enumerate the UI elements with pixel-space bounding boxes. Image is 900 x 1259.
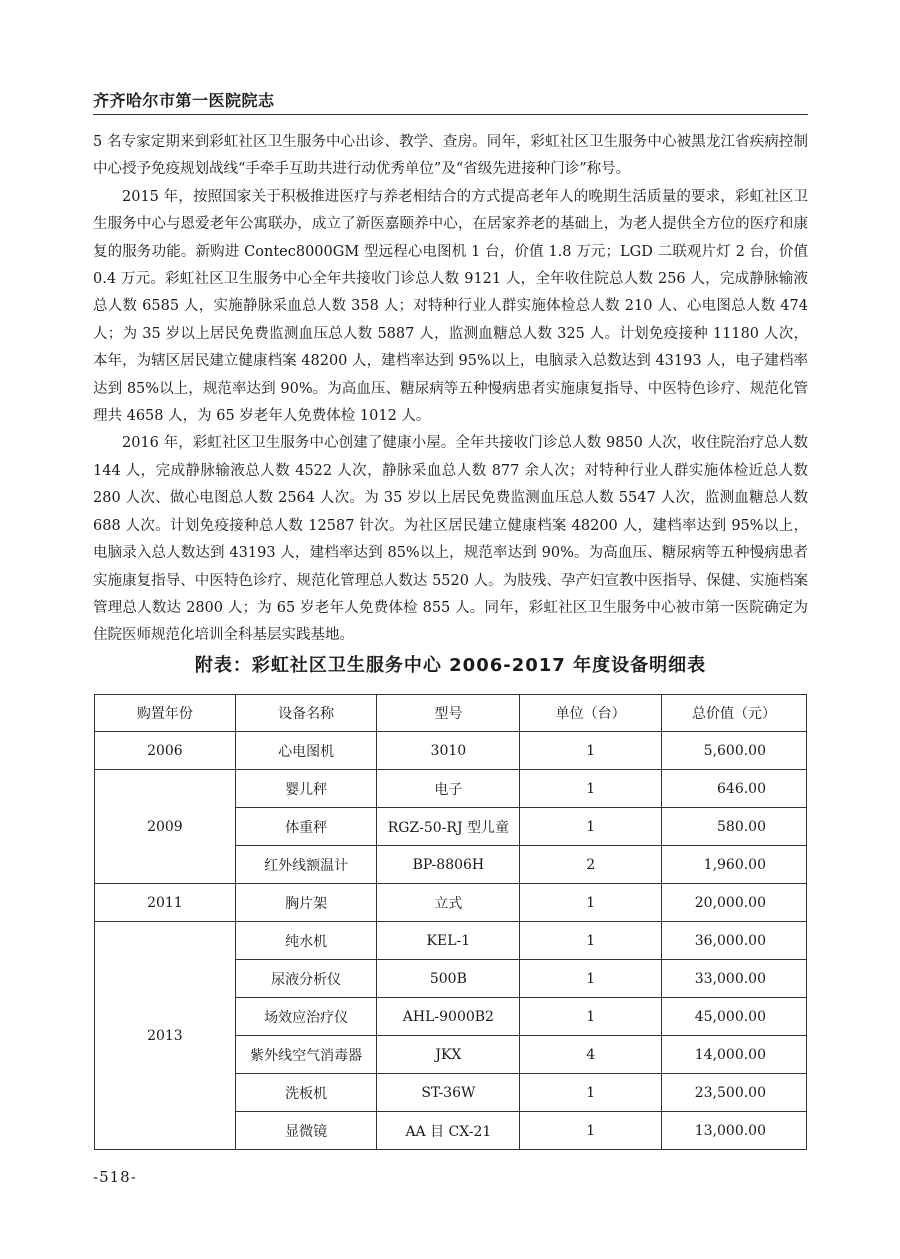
cell-unit: 1 bbox=[520, 1112, 662, 1150]
page-number: -518- bbox=[93, 1168, 137, 1186]
cell-value: 23,500.00 bbox=[662, 1074, 807, 1112]
cell-unit: 2 bbox=[520, 846, 662, 884]
cell-unit: 1 bbox=[520, 808, 662, 846]
cell-unit: 1 bbox=[520, 922, 662, 960]
header-year: 购置年份 bbox=[95, 695, 236, 732]
cell-model: 3010 bbox=[377, 732, 520, 770]
cell-value: 36,000.00 bbox=[662, 922, 807, 960]
cell-model: RGZ-50-RJ 型儿童 bbox=[377, 808, 520, 846]
cell-unit: 1 bbox=[520, 1074, 662, 1112]
cell-value: 5,600.00 bbox=[662, 732, 807, 770]
body-text bbox=[93, 129, 808, 650]
paragraph: 2015 年，按照国家关于积极推进医疗与养老相结合的方式提高老年人的晚期生活质量的要求，彩虹社区卫生服务中心与恩爱老年公寓联办，成立了新医嘉颐养中心，在居家养老的基础上，为老人提供全方位的医疗和康复的服务功能。新购进 Contec8000GM 型远程心电图机 1 台，价值 1.8 万元；LGD 二联观片灯 2 台，价值 0.4 万元。彩虹社区卫生服务中心全年共接收门诊总人数 9121 人，全年收住院总人数 256 人，完成静脉输液总人数 6585 人，实施静脉采血总人数 358 人；对特种行业人群实施体检总人数 210 人、心电图总人数 474 人；为 35 岁以上居民免费监测血压总人数 5887 人，监测血糖总人数 325 人。计划免疫接种 11180 人次，本年，为辖区居民建立健康档案 48200 人，建档率达到 95%以上，电脑录入总数达到 43193 人，电子建档率达到 85%以上，规范率达到 90%。为高血压、糖尿病等五种慢病患者实施康复指导、中医特色诊疗、规范化管理共 4658 人，为 65 岁老年人免费体检 1012 人。 bbox=[93, 188, 808, 425]
cell-model: 500B bbox=[377, 960, 520, 998]
cell-value: 646.00 bbox=[662, 770, 807, 808]
cell-value: 580.00 bbox=[662, 808, 807, 846]
equipment-table bbox=[94, 694, 807, 1150]
page-header bbox=[93, 86, 808, 115]
paragraph: 2016 年，彩虹社区卫生服务中心创建了健康小屋。全年共接收门诊总人数 9850 人次，收住院治疗总人数 144 人，完成静脉输液总人数 4522 人次，静脉采血总人数 877 余人次；对特种行业人群实施体检近总人数 280 人次、做心电图总人数 2564 人次。为 35 岁以上居民免费监测血压总人数 5547 人次，监测血糖总人数 688 人次。计划免疫接种总人数 12587 针次。为社区居民建立健康档案 48200 人，建档率达到 95%以上，电脑录入总人数达到 43193 人，建档率达到 85%以上，规范率达到 90%。为高血压、糖尿病等五种慢病患者实施康复指导、中医特色诊疗、规范化管理总人数达 5520 人。为肢残、孕产妇宣教中医指导、保健、实施档案管理总人数达 2800 人；为 65 岁老年人免费体检 855 人。同年，彩虹社区卫生服务中心被市第一医院确定为住院医师规范化培训全科基层实践基地。 bbox=[93, 435, 808, 644]
cell-name: 尿液分析仪 bbox=[235, 960, 377, 998]
cell-year: 2009 bbox=[95, 770, 236, 884]
cell-unit: 1 bbox=[520, 732, 662, 770]
table-row bbox=[95, 922, 807, 960]
cell-name: 场效应治疗仪 bbox=[235, 998, 377, 1036]
cell-model: 立式 bbox=[377, 884, 520, 922]
cell-name: 婴儿秤 bbox=[235, 770, 377, 808]
cell-name: 洗板机 bbox=[235, 1074, 377, 1112]
header-name: 设备名称 bbox=[235, 695, 377, 732]
cell-value: 1,960.00 bbox=[662, 846, 807, 884]
table-row bbox=[95, 770, 807, 808]
cell-name: 胸片架 bbox=[235, 884, 377, 922]
table-row bbox=[95, 732, 807, 770]
cell-year: 2011 bbox=[95, 884, 236, 922]
cell-model: BP-8806H bbox=[377, 846, 520, 884]
cell-name: 显微镜 bbox=[235, 1112, 377, 1150]
book-title: 齐齐哈尔市第一医院院志 bbox=[93, 91, 275, 110]
cell-model: KEL-1 bbox=[377, 922, 520, 960]
cell-unit: 1 bbox=[520, 998, 662, 1036]
header-value: 总价值（元） bbox=[662, 695, 807, 732]
cell-unit: 1 bbox=[520, 884, 662, 922]
cell-value: 13,000.00 bbox=[662, 1112, 807, 1150]
cell-year: 2006 bbox=[95, 732, 236, 770]
cell-name: 心电图机 bbox=[235, 732, 377, 770]
cell-model: ST-36W bbox=[377, 1074, 520, 1112]
table-body bbox=[95, 732, 807, 1150]
cell-model: JKX bbox=[377, 1036, 520, 1074]
cell-name: 红外线额温计 bbox=[235, 846, 377, 884]
header-unit: 单位（台） bbox=[520, 695, 662, 732]
cell-unit: 4 bbox=[520, 1036, 662, 1074]
header-model: 型号 bbox=[377, 695, 520, 732]
cell-value: 33,000.00 bbox=[662, 960, 807, 998]
cell-value: 20,000.00 bbox=[662, 884, 807, 922]
cell-unit: 1 bbox=[520, 960, 662, 998]
table-title: 附表：彩虹社区卫生服务中心 2006-2017 年度设备明细表 bbox=[194, 655, 707, 676]
cell-name: 紫外线空气消毒器 bbox=[235, 1036, 377, 1074]
table-row bbox=[95, 884, 807, 922]
cell-value: 14,000.00 bbox=[662, 1036, 807, 1074]
cell-name: 体重秤 bbox=[235, 808, 377, 846]
cell-model: AHL-9000B2 bbox=[377, 998, 520, 1036]
cell-value: 45,000.00 bbox=[662, 998, 807, 1036]
cell-year: 2013 bbox=[95, 922, 236, 1150]
cell-model: 电子 bbox=[377, 770, 520, 808]
paragraph: 5 名专家定期来到彩虹社区卫生服务中心出诊、教学、查房。同年，彩虹社区卫生服务中心被黑龙江省疾病控制中心授予免疫规划战线“手牵手互助共进行动优秀单位”及“省级先进接种门诊”称号。 bbox=[93, 134, 808, 178]
table-header-row bbox=[95, 695, 807, 732]
cell-name: 纯水机 bbox=[235, 922, 377, 960]
cell-model: AA 目 CX-21 bbox=[377, 1112, 520, 1150]
cell-unit: 1 bbox=[520, 770, 662, 808]
